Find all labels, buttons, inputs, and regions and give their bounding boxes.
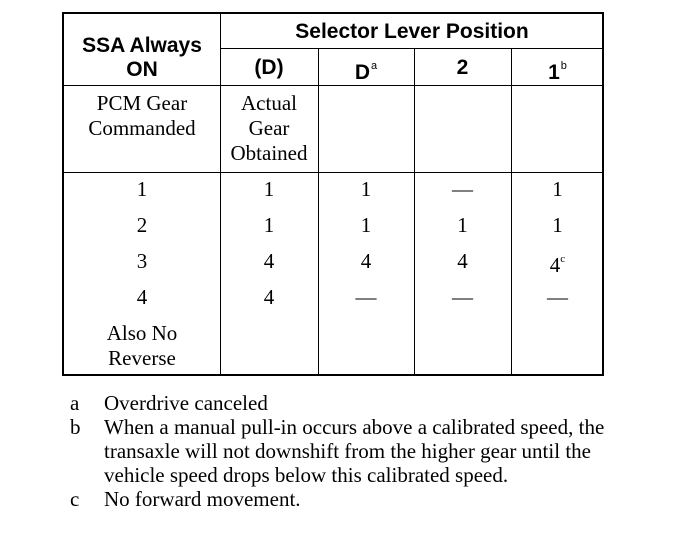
footnote-key: c xyxy=(70,487,80,511)
footnote-text: When a manual pull-in occurs above a calibrated speed, the transaxle will not downshift from the higher gear until the vehicle speed drops below this calibrated speed. xyxy=(104,415,605,487)
pcm-gear-cell: 1 xyxy=(136,177,148,201)
table-cell: 1 xyxy=(552,213,563,237)
footnote-text: Overdrive canceled xyxy=(104,391,268,415)
table-cell: 4 xyxy=(263,249,275,273)
footer-row-label: Also No Reverse xyxy=(106,321,178,370)
table-cell: 1 xyxy=(457,213,468,237)
footnote-key: a xyxy=(70,391,80,415)
table-cell: 4 xyxy=(360,249,372,273)
table-cell: — xyxy=(355,285,377,309)
footnote xyxy=(70,415,630,487)
column-header-d: $D^a$ xyxy=(354,60,378,84)
footnotes xyxy=(70,391,630,511)
footnote xyxy=(70,487,630,511)
column-header-2: 2 xyxy=(456,56,469,79)
corner-header: SSA Always ON xyxy=(82,34,202,81)
table-cell: 1 xyxy=(552,177,563,201)
table-cell: — xyxy=(547,285,568,309)
grid-line xyxy=(318,48,319,374)
subheader-pcm-gear: PCM Gear Commanded xyxy=(88,91,196,140)
table-cell: 4$^c$ xyxy=(549,253,566,277)
table-cell: — xyxy=(452,177,473,201)
column-header-d-paren: (D) xyxy=(254,56,284,79)
table-cell: 1 xyxy=(360,177,372,201)
group-header: Selector Lever Position xyxy=(295,20,529,43)
table-cell: 4 xyxy=(457,249,468,273)
grid-line xyxy=(414,48,415,374)
column-header-1: 1$^b$ xyxy=(548,60,567,84)
table-cell: — xyxy=(452,285,473,309)
grid-line xyxy=(64,85,602,86)
table-cell: 4 xyxy=(263,285,275,309)
table-cell: 1 xyxy=(360,213,372,237)
table-cell: 1 xyxy=(263,177,275,201)
pcm-gear-cell: 2 xyxy=(136,213,148,237)
pcm-gear-cell: 3 xyxy=(136,249,148,273)
grid-line xyxy=(220,48,602,49)
gear-table xyxy=(62,12,604,376)
footnote xyxy=(70,391,630,415)
grid-line xyxy=(511,48,512,374)
pcm-gear-cell: 4 xyxy=(136,285,148,309)
table-cell: 1 xyxy=(263,213,275,237)
grid-line xyxy=(64,172,602,173)
footnote-text: No forward movement. xyxy=(104,487,301,511)
subheader-actual-gear: Actual Gear Obtained xyxy=(230,91,308,165)
footnote-key: b xyxy=(70,415,81,439)
